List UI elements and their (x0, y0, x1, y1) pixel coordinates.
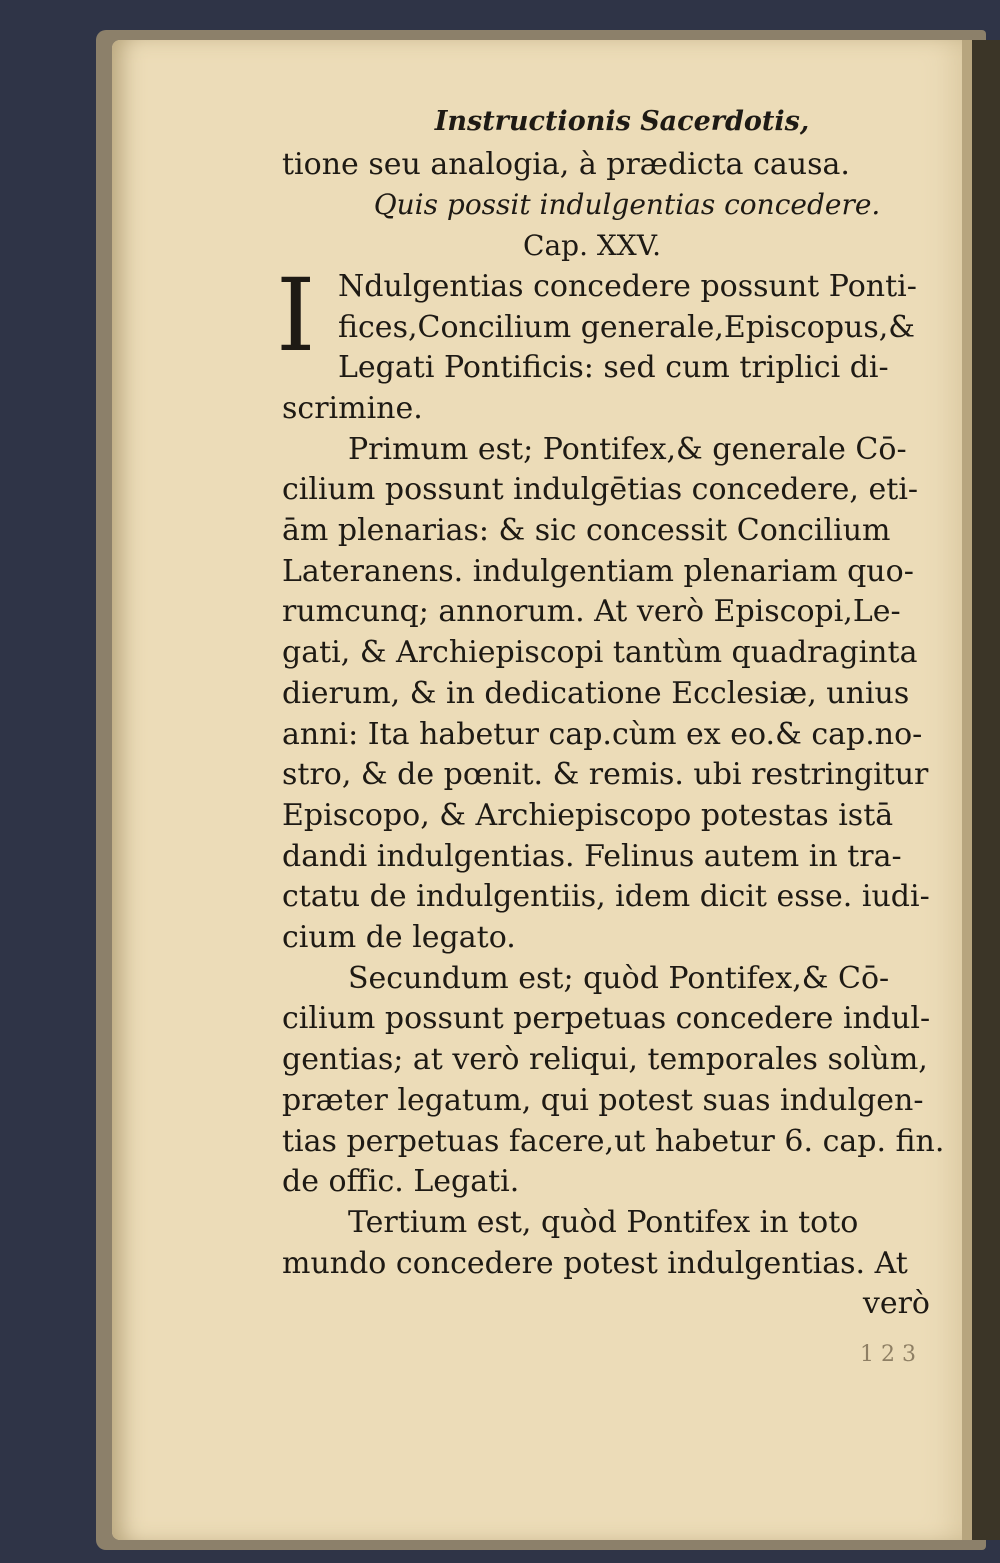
text-line: Primum est; Pontifex,& generale Cō- (348, 431, 907, 467)
text-line: rumcunq; annorum. At verò Episcopi,Le- (282, 594, 901, 630)
text-line: anni: Ita habetur cap.cùm ex eo.& cap.no- (282, 716, 923, 752)
drop-capital: I (276, 256, 316, 374)
text-line: gentias; at verò reliqui, temporales solùm, (282, 1042, 928, 1078)
paragraph-4 (282, 1203, 942, 1284)
text-line: Tertium est, quòd Pontifex in toto (348, 1204, 859, 1240)
paragraph-3 (282, 959, 945, 1203)
text-line: cilium possunt indulgētias concedere, eti- (282, 472, 919, 508)
text-line: Episcopo, & Archiepiscopo potestas istā (282, 797, 894, 833)
text-line: ām plenarias: & sic concessit Concilium (282, 513, 891, 549)
text-line: dandi indulgentias. Felinus autem in tra- (282, 838, 902, 874)
text-line: ctatu de indulgentiis, idem dicit esse. iudi- (282, 879, 930, 915)
page-text (276, 102, 945, 1325)
signature-mark: 1 2 3 (860, 1342, 916, 1367)
text-line: de offic. Legati. (282, 1164, 520, 1200)
text-line: scrimine. (282, 390, 423, 426)
text-line: stro, & de pœnit. & remis. ubi restringitur (282, 757, 929, 793)
book-gutter (972, 40, 1000, 1540)
paragraph-1 (276, 256, 942, 430)
text-line: tias perpetuas facere,ut habetur 6. cap. fin. (282, 1123, 945, 1159)
text-line: fices,Concilium generale,Episcopus,& (338, 309, 915, 345)
text-line: Legati Pontificis: sed cum triplici di- (338, 350, 889, 386)
text-line: Ndulgentias concedere possunt Ponti- (338, 268, 917, 304)
text-line: Lateranens. indulgentiam plenariam quo- (282, 553, 914, 589)
text-line: præter legatum, qui potest suas indulgen- (282, 1082, 924, 1118)
text-line: dierum, & in dedicatione Ecclesiæ, unius (282, 675, 910, 711)
paragraph-2 (282, 430, 942, 959)
text-line: gati, & Archiepiscopi tantùm quadraginta (282, 635, 918, 671)
running-header: Instructionis Sacerdotis, (434, 106, 810, 137)
chapter-number: Cap. XXV. (523, 229, 661, 263)
text-line: tione seu analogia, à prædicta causa. (282, 146, 850, 182)
text-line: cilium possunt perpetuas concedere indul- (282, 1001, 931, 1037)
catchword: verò (862, 1286, 930, 1322)
text-line: mundo concedere potest indulgentias. At (282, 1245, 908, 1281)
text-line: cium de legato. (282, 920, 516, 956)
chapter-title: Quis possit indulgentias concedere. (373, 188, 881, 222)
text-line: Secundum est; quòd Pontifex,& Cō- (348, 960, 890, 996)
